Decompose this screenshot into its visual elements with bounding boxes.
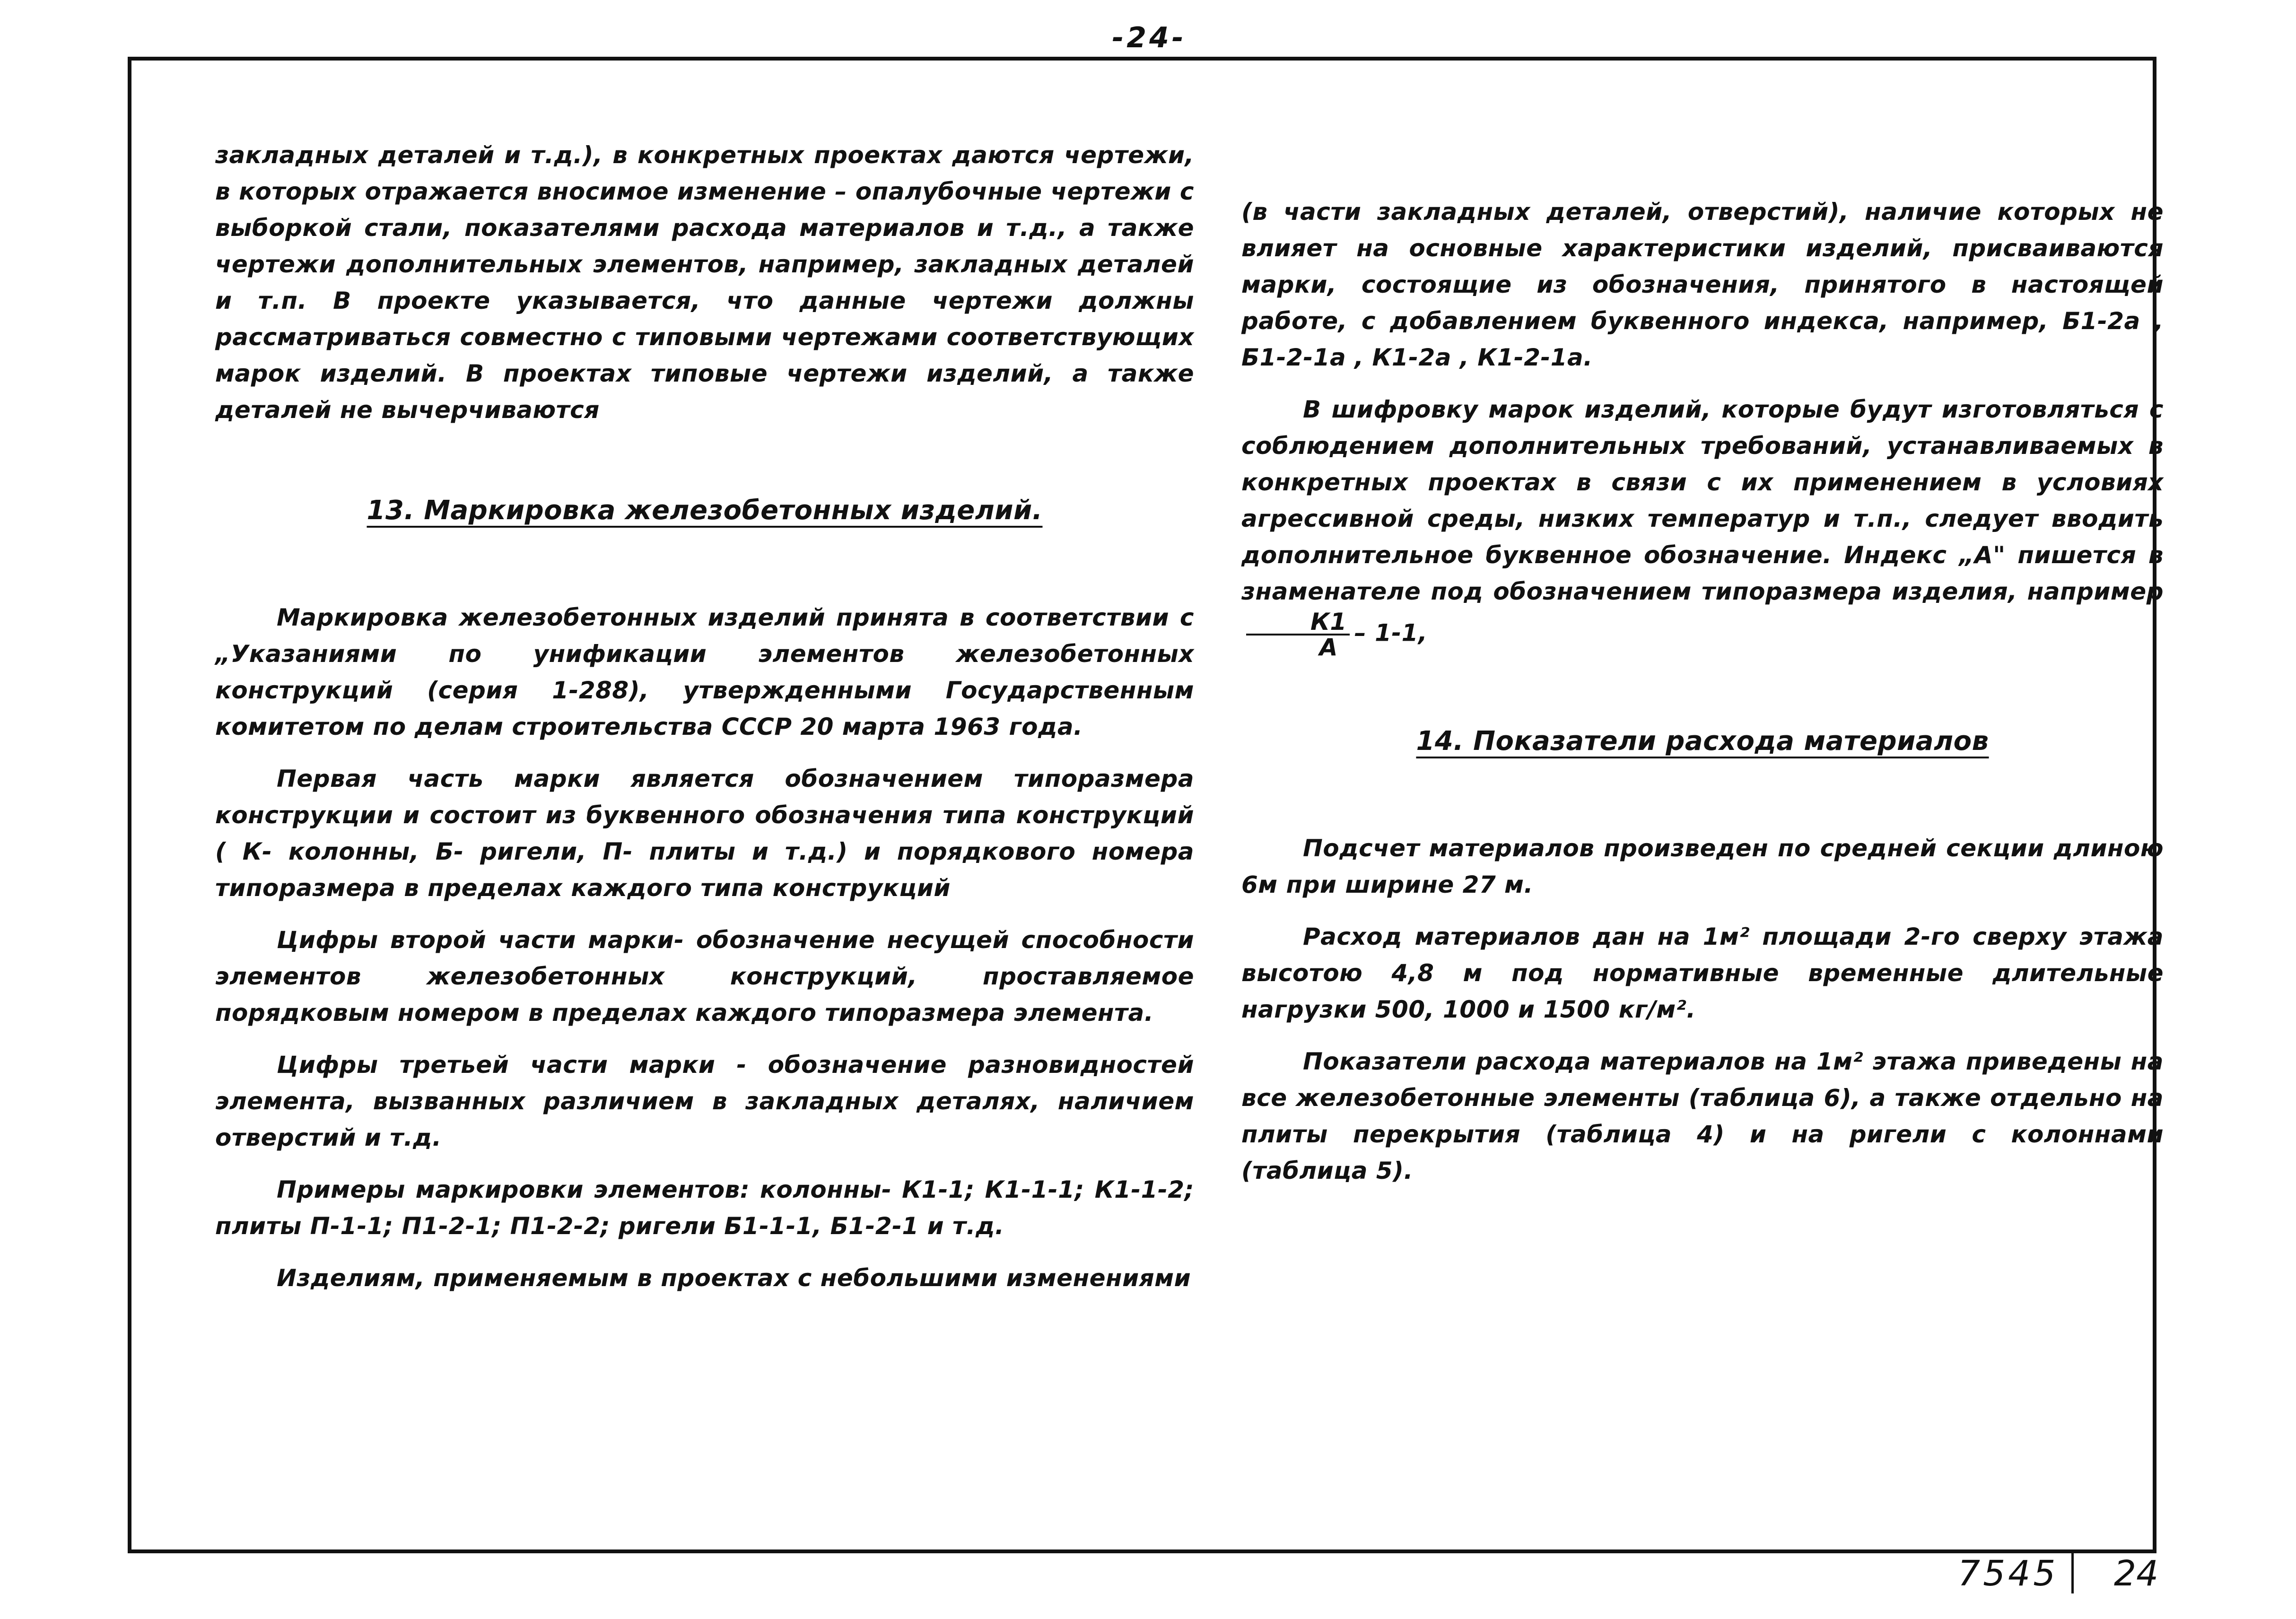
fraction-suffix: – 1-1, (1354, 619, 1428, 647)
second-part-paragraph: Цифры второй части марки- обозначение несущей способности элементов железобетонных конструкций, проставляемое порядковым номером в пределах каждого типоразмера элемента. (215, 926, 1194, 1027)
sheet-number: 24 (2114, 1553, 2159, 1594)
fraction-numerator: К1 (1246, 610, 1350, 635)
left-column (215, 137, 1194, 1312)
index-fraction (1246, 610, 1350, 659)
footer-divider (2071, 1553, 2074, 1593)
section-14-heading: 14. Показатели расхода материалов (1416, 726, 1989, 757)
indicators-paragraph: Показатели расхода материалов на 1м² этажа приведены на все железобетонные элементы (таблица 6), а также отдельно на плиты перекрытия (таблица 4) и на ригели с колоннами (таблица 5). (1241, 1048, 2164, 1184)
calculation-paragraph: Подсчет материалов произведен по средней секции длиною 6м при ширине 27 м. (1241, 835, 2164, 898)
third-part-paragraph: Цифры третьей части марки - обозначение разновидностей элемента, вызванных различием в закладных деталях, наличием отверстий и т.д. (215, 1051, 1194, 1151)
examples-paragraph: Примеры маркировки элементов: колонны- К1-1; К1-1-1; К1-1-2; плиты П-1-1; П1-2-1; П1-2-2; ригели Б1-1-1, Б1-2-1 и т.д. (215, 1176, 1194, 1240)
fraction-denominator: А (1319, 634, 1338, 661)
marking-paragraph: Маркировка железобетонных изделий принята в соответствии с „Указаниями по унификации элементов железобетонных конструкций (серия 1-288), утвержденными Государственным комитетом по делам строительства СССР 20 марта 1963 года. (215, 604, 1194, 740)
consumption-paragraph: Расход материалов дан на 1м² площади 2-го сверху этажа высотою 4,8 м под нормативные временные длительные нагрузки 500, 1000 и 1500 кг/м². (1241, 923, 2164, 1023)
first-part-paragraph: Первая часть марки является обозначением типоразмера конструкции и состоит из буквенного обозначения типа конструкций ( К- колонны, Б- ригели, П- плиты и т.д.) и порядкового номера типоразмера в пределах каждого типа конструкций (215, 765, 1194, 902)
page-number: -24- (1112, 21, 1187, 54)
cipher-paragraph (1241, 392, 2164, 659)
cipher-text: В шифровку марок изделий, которые будут изготовляться с соблюдением дополнительных требований, устанавливаемых в конкретных проектах в связи с их применением в условиях агрессивной среды, низких температур и т.п., следует вводить дополнительное буквенное обозначение. Индекс „А" пишется в знаменателе под обозначением типоразмера изделия, например (1241, 396, 2164, 605)
right-column (1241, 194, 2164, 1205)
section-13-heading: 13. Маркировка железобетонных изделий. (367, 495, 1043, 526)
intro-paragraph: закладных деталей и т.д.), в конкретных проектах даются чертежи, в которых отражается вносимое изменение – опалубочные чертежи с выборкой стали, показателями расхода материалов и т.д., а также чертежи дополнительных элементов, например, закладных деталей и т.п. В проекте указывается, что данные чертежи должны рассматриваться совместно с типовыми чертежами соответствующих марок изделий. В проектах типовые чертежи изделий, а также деталей не вычерчиваются (215, 141, 1194, 424)
document-code: 7545 (1958, 1553, 2059, 1594)
continued-paragraph: (в части закладных деталей, отверстий), наличие которых не влияет на основные характеристики изделий, присваиваются марки, состоящие из обозначения, принятого в настоящей работе, с добавлением буквенного индекса, например, Б1-2а , Б1-2-1а , К1-2а , К1-2-1а. (1241, 198, 2164, 371)
modified-products-paragraph: Изделиям, применяемым в проектах с небольшими изменениями (277, 1264, 1191, 1292)
